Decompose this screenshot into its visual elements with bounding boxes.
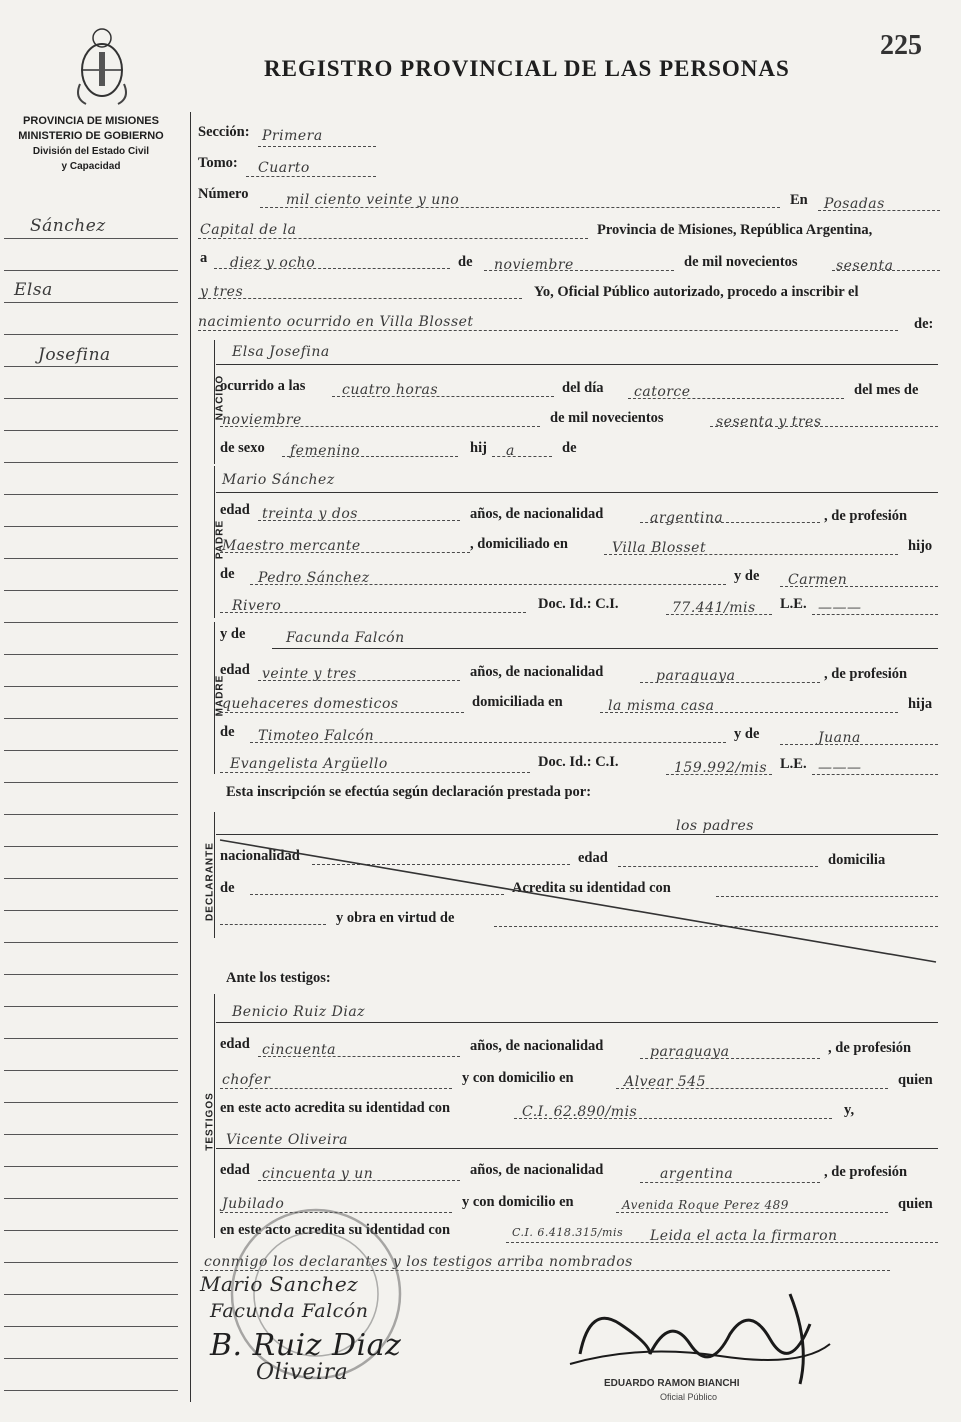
value-madre-le: ———	[818, 760, 862, 776]
page-number: 225	[880, 30, 922, 61]
label-a: a	[200, 250, 208, 266]
authority-line1: PROVINCIA DE MISIONES	[23, 115, 159, 127]
label-padre-y-de: y de	[734, 568, 760, 584]
label-de-sexo: de sexo	[220, 440, 265, 456]
value-testigo2-nacionalidad: argentina	[660, 1166, 734, 1182]
label-hij: hij	[470, 440, 487, 456]
label-ante-testigos: Ante los testigos:	[226, 970, 331, 986]
value-testigo1-nombre: Benicio Ruiz Diaz	[232, 1004, 366, 1020]
value-padre-profesion: Maestro mercante	[222, 538, 361, 554]
value-padre-padre: Pedro Sánchez	[258, 570, 370, 586]
section-nacido: NACIDO	[214, 374, 226, 421]
label-hijo: hijo	[908, 538, 933, 554]
label-t2-quien: quien	[898, 1196, 933, 1212]
margin-second-name: Josefina	[38, 345, 111, 365]
value-testigo1-domicilio: Alvear 545	[624, 1074, 706, 1090]
label-t1-nacionalidad: años, de nacionalidad	[470, 1038, 604, 1054]
label-de-colon: de:	[914, 316, 934, 332]
value-madre-madre-b: Evangelista Argüello	[230, 756, 388, 772]
label-seccion: Sección:	[198, 124, 250, 140]
label-t2-acredita: en este acto acredita su identidad con	[220, 1222, 451, 1238]
section-testigos: TESTIGOS	[204, 1092, 216, 1151]
value-lugar: Posadas	[824, 196, 885, 212]
value-sexo: femenino	[290, 443, 360, 459]
value-acta: nacimiento ocurrido en Villa Blosset	[198, 314, 474, 330]
label-madre-profesion: , de profesión	[824, 666, 908, 682]
label-padre-de: de	[220, 566, 235, 582]
signature-4: Oliveira	[256, 1360, 349, 1385]
value-padre-edad: treinta y dos	[262, 506, 358, 522]
label-provincia: Provincia de Misiones, República Argentina,	[597, 222, 873, 238]
value-testigo2-profesion: Jubilado	[222, 1196, 285, 1212]
label-madre-y-de-b: y de	[734, 726, 760, 742]
official-name: EDUARDO RAMON BIANCHI	[604, 1378, 740, 1389]
value-cierre-a: Leida el acta la firmaron	[650, 1228, 838, 1244]
value-tomo: Cuarto	[258, 160, 310, 176]
value-padre-madre-a: Carmen	[788, 572, 848, 588]
section-padre: PADRE	[214, 519, 226, 560]
label-en: En	[790, 192, 808, 208]
label-padre-doc: Doc. Id.: C.I.	[538, 596, 619, 612]
label-t1-profesion: , de profesión	[828, 1040, 912, 1056]
signature-2: Facunda Falcón	[210, 1300, 369, 1322]
value-padre-le: ———	[818, 600, 862, 616]
label-t2-edad: edad	[220, 1162, 250, 1178]
value-nombre: Elsa Josefina	[232, 344, 330, 360]
value-numero: mil ciento veinte y uno	[286, 192, 460, 208]
label-de-padres: de	[562, 440, 577, 456]
label-t1-domicilio: y con domicilio en	[462, 1070, 574, 1086]
label-t1-y: y,	[844, 1102, 855, 1118]
label-de-mil-novecientos: de mil novecientos	[684, 254, 798, 270]
label-de: de	[458, 254, 473, 270]
value-hij-suffix: a	[506, 443, 515, 459]
signature-3: B. Ruiz Diaz	[210, 1328, 402, 1363]
value-mes: noviembre	[222, 412, 302, 428]
label-madre-le: L.E.	[780, 756, 807, 772]
label-padre-profesion: , de profesión	[824, 508, 908, 524]
label-padre-edad: edad	[220, 502, 250, 518]
label-decl-domicilia: domicilia	[828, 852, 886, 868]
label-madre-y-de: y de	[220, 626, 246, 642]
value-dia: catorce	[634, 384, 691, 400]
label-madre-nacionalidad: años, de nacionalidad	[470, 664, 604, 680]
authority-line2: MINISTERIO DE GOBIERNO	[18, 130, 164, 142]
label-madre-edad: edad	[220, 662, 250, 678]
label-ocurrido: ocurrido a las	[220, 378, 306, 394]
value-capital: Capital de la	[200, 222, 297, 238]
margin-first-name: Elsa	[14, 280, 53, 300]
margin-surname: Sánchez	[30, 216, 106, 236]
label-t2-domicilio: y con domicilio en	[462, 1194, 574, 1210]
label-decl-en: de	[220, 880, 235, 896]
value-mes-inscripcion: noviembre	[494, 257, 574, 273]
label-domiciliado: , domiciliado en	[470, 536, 568, 552]
label-tomo: Tomo:	[198, 155, 238, 171]
label-domiciliada: domiciliada en	[472, 694, 563, 710]
label-del-dia: del día	[562, 380, 604, 396]
authority-block	[4, 114, 178, 174]
section-declarante: DECLARANTE	[204, 842, 216, 921]
value-dia-inscripcion: diez y ocho	[230, 255, 316, 271]
value-testigo1-ci: C.I. 62.890/mis	[522, 1104, 638, 1120]
label-de-mil-novecientos-b: de mil novecientos	[550, 410, 664, 426]
label-madre-de: de	[220, 724, 235, 740]
value-testigo2-edad: cincuenta y un	[262, 1166, 374, 1182]
value-testigo2-ci: C.I. 6.418.315/mis	[512, 1226, 624, 1239]
value-madre-padre: Timoteo Falcón	[258, 728, 375, 744]
value-testigo1-edad: cincuenta	[262, 1042, 336, 1058]
value-padre-nacionalidad: argentina	[650, 510, 724, 526]
value-testigo2-nombre: Vicente Oliveira	[226, 1132, 348, 1148]
label-t1-acredita: en este acto acredita su identidad con	[220, 1100, 451, 1116]
value-declarante: los padres	[676, 818, 754, 834]
label-t1-edad: edad	[220, 1036, 250, 1052]
label-t2-nacionalidad: años, de nacionalidad	[470, 1162, 604, 1178]
main-border	[190, 112, 191, 1402]
label-decl-nacionalidad: nacionalidad	[220, 848, 300, 864]
label-del-mes: del mes de	[854, 382, 919, 398]
value-madre-domicilio: la misma casa	[608, 698, 715, 714]
value-seccion: Primera	[262, 128, 323, 144]
label-yo-oficial: Yo, Oficial Público autorizado, procedo a inscribir el	[534, 284, 859, 300]
label-decl-edad: edad	[578, 850, 608, 866]
value-testigo1-nacionalidad: paraguaya	[650, 1044, 730, 1060]
value-madre-nombre: Facunda Falcón	[286, 630, 405, 646]
signature-1: Mario Sanchez	[200, 1272, 359, 1296]
value-padre-nombre: Mario Sánchez	[222, 472, 335, 488]
value-cierre-b: conmigo los declarantes y los testigos arriba nombrados	[204, 1254, 633, 1270]
page-title: REGISTRO PROVINCIAL DE LAS PERSONAS	[264, 56, 790, 81]
label-madre-doc: Doc. Id.: C.I.	[538, 754, 619, 770]
label-padre-le: L.E.	[780, 596, 807, 612]
cancel-diagonal-line	[216, 836, 940, 966]
value-madre-edad: veinte y tres	[262, 666, 357, 682]
label-obra: y obra en virtud de	[336, 910, 455, 926]
value-madre-madre-a: Juana	[818, 730, 861, 746]
value-anio-b: y tres	[200, 284, 244, 300]
authority-line3: División del Estado Civil	[32, 146, 150, 157]
label-t2-profesion: , de profesión	[824, 1164, 908, 1180]
value-padre-madre-b: Rivero	[232, 598, 282, 614]
value-madre-ci: 159.992/mis	[674, 760, 768, 776]
value-testigo1-profesion: chofer	[222, 1072, 271, 1088]
coat-of-arms-icon	[72, 24, 132, 108]
value-padre-ci: 77.441/mis	[672, 600, 756, 616]
value-hora: cuatro horas	[342, 382, 439, 398]
value-madre-profesion: quehaceres domesticos	[222, 696, 399, 712]
label-t1-quien: quien	[898, 1072, 933, 1088]
value-anio-nac: sesenta y tres	[716, 414, 822, 430]
label-acredita: Acredita su identidad con	[512, 880, 671, 896]
value-madre-nacionalidad: paraguaya	[656, 668, 736, 684]
value-anio-a: sesenta	[836, 258, 894, 274]
official-title: Oficial Público	[660, 1392, 718, 1402]
section-madre: MADRE	[214, 674, 226, 717]
label-inscripcion: Esta inscripción se efectúa según declaración prestada por:	[226, 784, 592, 800]
label-padre-nacionalidad: años, de nacionalidad	[470, 506, 604, 522]
value-testigo2-domicilio: Avenida Roque Perez 489	[622, 1198, 789, 1212]
label-numero: Número	[198, 186, 249, 202]
label-hija: hija	[908, 696, 933, 712]
authority-line4: y Capacidad	[61, 161, 121, 172]
value-padre-domicilio: Villa Blosset	[612, 540, 707, 556]
